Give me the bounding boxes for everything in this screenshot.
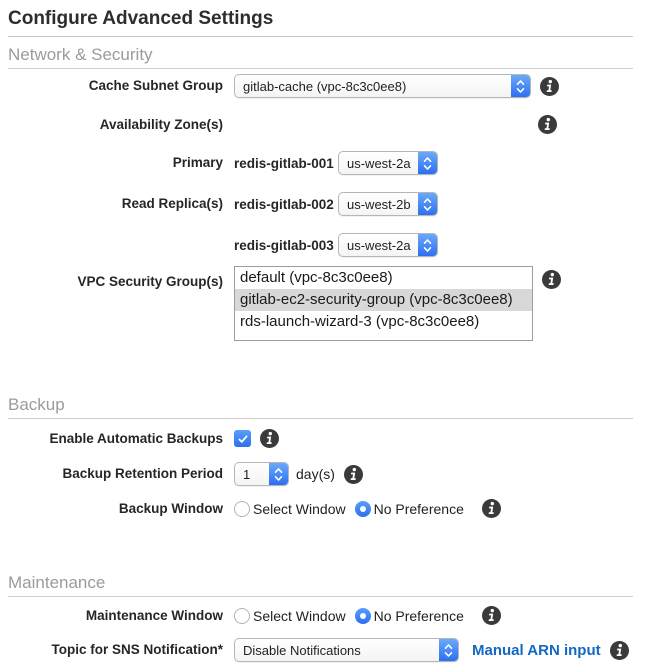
replica-1-az-value: us-west-2b — [347, 196, 411, 212]
backup-retention-period-suffix: day(s) — [296, 466, 335, 482]
backup-retention-period-row — [8, 462, 633, 486]
select-stepper-icon — [439, 639, 458, 661]
network-security-heading: Network & Security — [8, 37, 633, 69]
maintenance-window-no-preference-radio[interactable] — [355, 608, 371, 624]
section-backup — [8, 387, 633, 518]
primary-label: Primary — [172, 155, 223, 170]
section-network-security — [8, 37, 633, 341]
cache-subnet-group-select[interactable] — [234, 74, 531, 98]
backup-window-no-preference-label: No Preference — [373, 500, 464, 517]
enable-automatic-backups-label: Enable Automatic Backups — [49, 430, 223, 446]
maintenance-window-no-preference-label: No Preference — [373, 607, 464, 624]
backup-window-row — [8, 499, 633, 518]
availability-zones-row — [8, 115, 633, 134]
cache-subnet-group-row — [8, 74, 633, 98]
replica-2-az-select[interactable] — [338, 233, 438, 257]
vpc-security-groups-listbox[interactable] — [234, 266, 533, 341]
sns-topic-info-icon[interactable] — [610, 641, 629, 660]
replica-1-az-select[interactable] — [338, 192, 438, 216]
select-stepper-icon — [418, 193, 437, 215]
maintenance-window-select-window-radio[interactable] — [234, 608, 250, 624]
vpc-security-group-option[interactable]: rds-launch-wizard-3 (vpc-8c3c0ee8) — [240, 313, 480, 330]
manual-arn-input-link[interactable]: Manual ARN input — [472, 641, 601, 659]
vpc-security-groups-label: VPC Security Group(s) — [77, 274, 223, 289]
page-title: Configure Advanced Settings — [8, 0, 633, 37]
select-stepper-icon — [418, 152, 437, 174]
backup-retention-period-select[interactable] — [234, 462, 289, 486]
read-replicas-label: Read Replica(s) — [121, 196, 223, 211]
sns-topic-select[interactable] — [234, 638, 459, 662]
enable-automatic-backups-info-icon[interactable] — [260, 429, 279, 448]
maintenance-window-select-window-label: Select Window — [253, 607, 346, 624]
cache-subnet-group-value: gitlab-cache (vpc-8c3c0ee8) — [243, 78, 407, 94]
replica-2-node-name: redis-gitlab-003 — [234, 237, 334, 253]
select-stepper-icon — [269, 463, 288, 485]
maintenance-heading: Maintenance — [8, 565, 633, 597]
vpc-security-groups-row — [8, 266, 633, 341]
primary-az-select[interactable] — [338, 151, 438, 175]
checkmark-icon — [237, 433, 249, 445]
availability-zones-info-icon[interactable] — [538, 115, 557, 134]
vpc-security-groups-info-icon[interactable] — [542, 270, 561, 289]
availability-zones-label: Availability Zone(s) — [99, 116, 223, 132]
backup-window-select-window-label: Select Window — [253, 500, 346, 517]
sns-topic-value: Disable Notifications — [243, 642, 361, 658]
backup-heading: Backup — [8, 387, 633, 419]
maintenance-window-label: Maintenance Window — [85, 607, 223, 623]
backup-window-no-preference-radio[interactable] — [355, 501, 371, 517]
primary-node-name: redis-gitlab-001 — [234, 155, 334, 171]
read-replica-2-row — [8, 233, 633, 257]
replica-2-az-value: us-west-2a — [347, 237, 411, 253]
backup-retention-period-label: Backup Retention Period — [62, 466, 223, 481]
maintenance-window-info-icon[interactable] — [482, 606, 501, 625]
section-maintenance — [8, 565, 633, 662]
cache-subnet-group-info-icon[interactable] — [540, 77, 559, 96]
read-replica-1-row — [8, 192, 633, 216]
enable-automatic-backups-row — [8, 429, 633, 448]
backup-retention-period-value: 1 — [243, 466, 251, 482]
sns-topic-label: Topic for SNS Notification* — [51, 642, 223, 657]
primary-node-row — [8, 151, 633, 175]
vpc-security-group-option[interactable]: default (vpc-8c3c0ee8) — [240, 269, 393, 286]
backup-window-info-icon[interactable] — [482, 499, 501, 518]
backup-retention-period-info-icon[interactable] — [344, 465, 363, 484]
backup-window-select-window-radio[interactable] — [234, 501, 250, 517]
enable-automatic-backups-checkbox[interactable] — [234, 430, 251, 447]
primary-az-value: us-west-2a — [347, 155, 411, 171]
select-stepper-icon — [511, 75, 530, 97]
replica-1-node-name: redis-gitlab-002 — [234, 196, 334, 212]
select-stepper-icon — [418, 234, 437, 256]
backup-window-label: Backup Window — [118, 500, 223, 516]
vpc-security-group-option[interactable]: gitlab-ec2-security-group (vpc-8c3c0ee8) — [235, 289, 532, 311]
cache-subnet-group-label: Cache Subnet Group — [88, 78, 223, 93]
sns-topic-row — [8, 638, 633, 662]
maintenance-window-row — [8, 606, 633, 625]
